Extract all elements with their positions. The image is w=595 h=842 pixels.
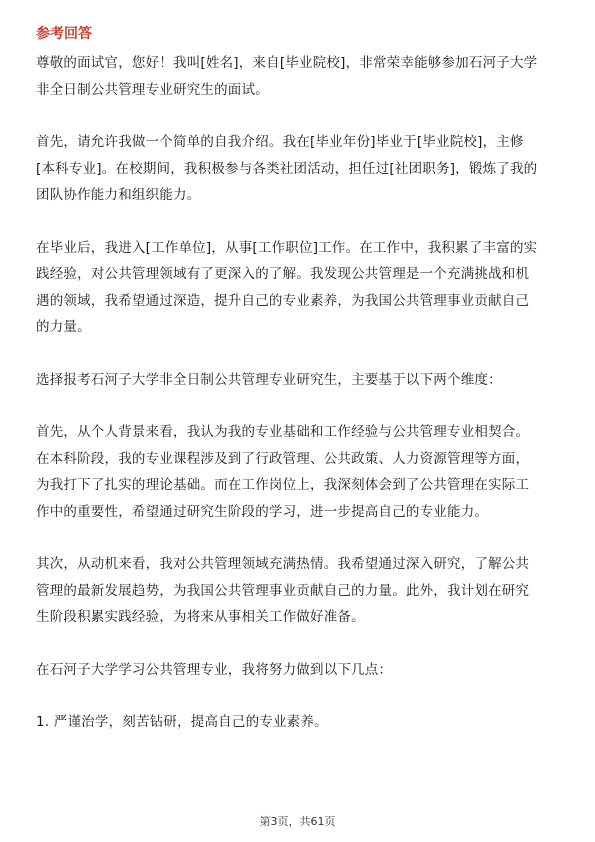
text-line: 团队协作能力和组织能力。 (36, 187, 201, 203)
text-line: 管理的最新发展趋势，为我国公共管理事业贡献自己的力量。此外，我计划在研究 (36, 582, 530, 599)
text-line: 1. 严谨治学，刻苦钻研，提高自己的专业素养。 (36, 714, 328, 730)
text-line: 遇的领域，我希望通过深造，提升自己的专业素养，为我国公共管理事业贡献自己 (36, 292, 530, 309)
text-line: 在毕业后，我进入[工作单位]，从事[工作职位]工作。在工作中，我积累了丰富的实 (36, 239, 538, 256)
paragraph (36, 367, 558, 394)
paragraph (36, 235, 558, 341)
answer-body (36, 50, 558, 762)
text-line: [本科专业]。在校期间，我积极参与各类社团活动，担任过[社团职务]，锻炼了我的 (36, 160, 538, 177)
paragraph (36, 419, 558, 525)
text-line: 尊敬的面试官，您好！我叫[姓名]，来自[毕业院校]，非常荣幸能够参加石河子大学 (36, 55, 538, 71)
paragraph (36, 129, 558, 209)
text-line: 其次，从动机来看，我对公共管理领域充满热情。我希望通过深入研究，了解公共 (36, 556, 530, 572)
paragraph (36, 657, 558, 684)
text-line: 生阶段积累实践经验，为将来从事相关工作做好准备。 (36, 609, 365, 625)
text-line: 为我打下了扎实的理论基础。而在工作岗位上，我深刻体会到了公共管理在实际工 (36, 477, 530, 493)
text-line: 践经验，对公共管理领域有了更深入的了解。我发现公共管理是一个充满挑战和机 (36, 266, 530, 282)
text-line: 首先，请允许我做一个简单的自我介绍。我在[毕业年份]毕业于[毕业院校]，主修 (36, 134, 524, 150)
text-line: 作中的重要性，希望通过研究生阶段的学习，进一步提高自己的专业能力。 (36, 503, 489, 520)
text-line: 首先，从个人背景来看，我认为我的专业基础和工作经验与公共管理专业相契合。 (36, 424, 530, 440)
text-line: 在石河子大学学习公共管理专业，我将努力做到以下几点： (36, 661, 393, 678)
section-heading: 参考回答 (36, 26, 92, 42)
paragraph (36, 709, 558, 736)
text-line: 的力量。 (36, 319, 91, 335)
text-line: 选择报考石河子大学非全日制公共管理专业研究生，主要基于以下两个维度： (36, 371, 502, 388)
paragraph (36, 551, 558, 631)
text-line: 非全日制公共管理专业研究生的面试。 (36, 81, 269, 98)
paragraph (36, 50, 558, 103)
page-number-footer: 第3页，共61页 (259, 815, 336, 828)
text-line: 在本科阶段，我的专业课程涉及到了行政管理、公共政策、人力资源管理等方面， (36, 450, 530, 467)
